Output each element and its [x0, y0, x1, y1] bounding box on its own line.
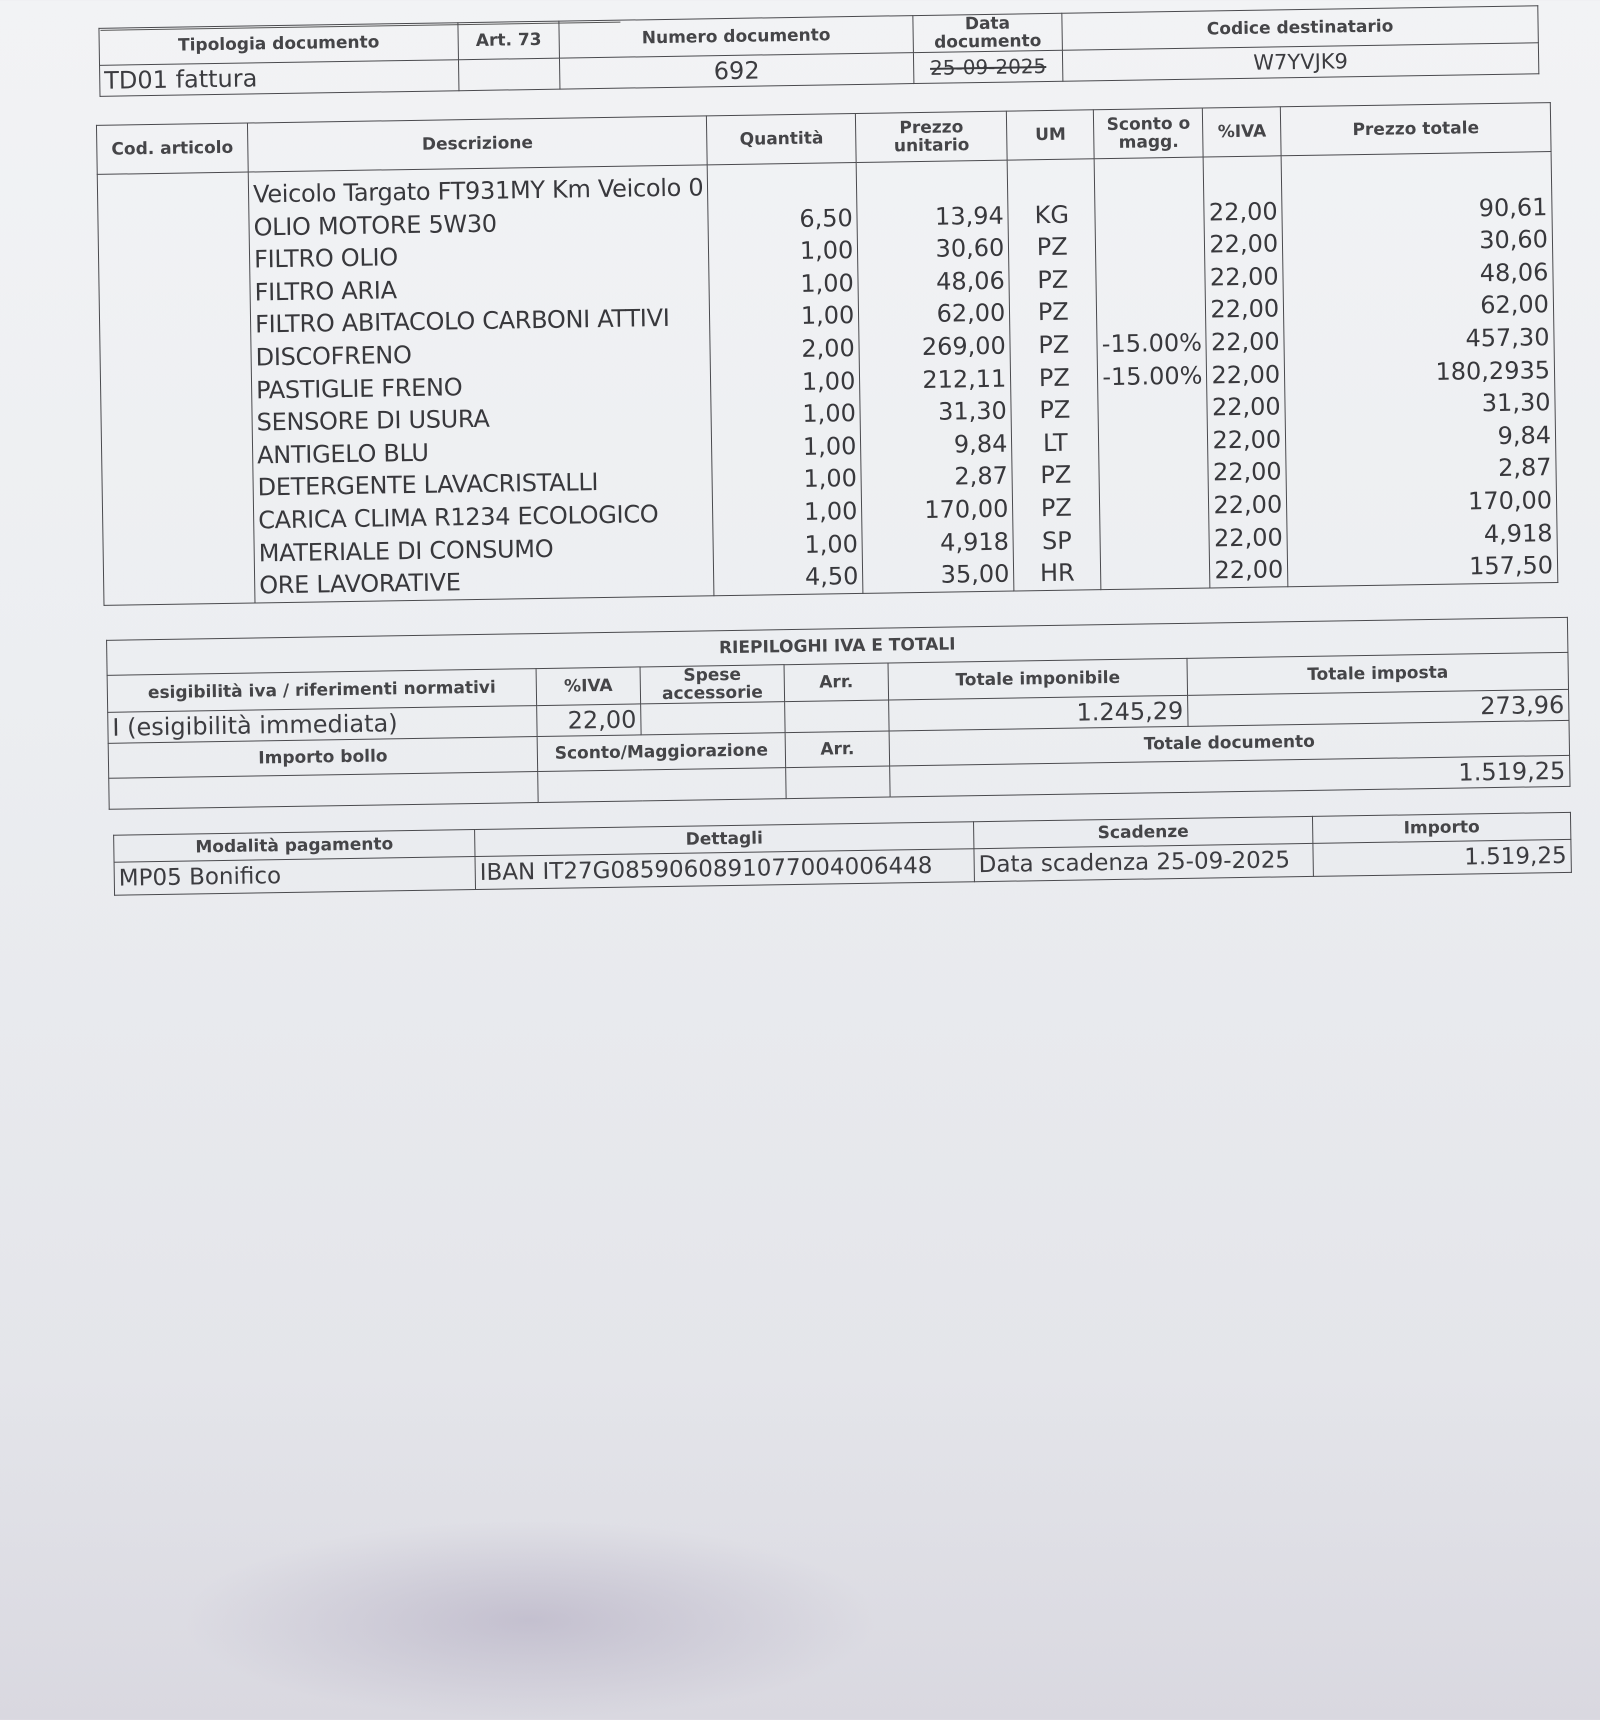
price-cell: 9,84 [953, 429, 1008, 459]
um-lines [1012, 165, 1097, 590]
price-cell: 48,06 [935, 266, 1006, 296]
price-cell: 2,87 [954, 461, 1009, 491]
desc-cell: ORE LAVORATIVE [258, 568, 461, 600]
total-cell: 4,918 [1483, 518, 1553, 548]
iva-cell: 22,00 [1211, 392, 1281, 422]
col-sconto-magg: Sconto/Maggiorazione [537, 733, 786, 772]
um-cell: PZ [1040, 460, 1072, 490]
qty-cell: 2,00 [801, 334, 856, 363]
iva-cell: 22,00 [1210, 294, 1280, 324]
iva-cell: 22,00 [1212, 457, 1282, 487]
col-arr2: Arr. [785, 731, 890, 768]
tipologia-value: TD01 fattura [100, 60, 459, 97]
total-lines [1286, 158, 1553, 586]
vat-summary-table [106, 617, 1570, 810]
um-cell: SP [1041, 526, 1072, 555]
esigibilita-value: I (esigibilità immediata) [108, 706, 537, 744]
scadenze-value: Data scadenza 25-09-2025 [974, 843, 1313, 881]
price-cell: 212,11 [922, 364, 1007, 394]
um-cell: PZ [1037, 265, 1069, 294]
photo-shadow [180, 1520, 880, 1720]
desc-cell: MATERIALE DI CONSUMO [258, 534, 554, 567]
col-imponibile: Totale imponibile [888, 658, 1188, 700]
desc-cell: FILTRO OLIO [253, 243, 399, 274]
desc-cell: FILTRO ABITACOLO CARBONI ATTIVI [254, 304, 670, 339]
col-iva: %IVA [1203, 107, 1281, 157]
col-tipologia: Tipologia documento [99, 23, 459, 66]
sconto-cell [1103, 424, 1204, 458]
col-codice: Codice destinatario [1062, 6, 1539, 50]
price-cell: 13,94 [934, 201, 1004, 231]
codice-value: W7YVJK9 [1062, 43, 1538, 81]
um-cell: PZ [1038, 363, 1070, 392]
items-table [96, 102, 1558, 606]
total-cell: 48,06 [1479, 257, 1549, 287]
col-numero: Numero documento [559, 16, 914, 59]
um-cell: PZ [1037, 298, 1069, 327]
qty-cell: 1,00 [801, 366, 856, 396]
um-cell: PZ [1040, 493, 1073, 523]
sconto-cell [1099, 164, 1200, 198]
um-cell: KG [1034, 200, 1070, 229]
qty-cell: 1,00 [802, 399, 857, 429]
desc-cell: FILTRO ARIA [254, 276, 397, 307]
desc-cell: SENSORE DI USURA [256, 404, 490, 437]
price-cell: 30,60 [935, 233, 1005, 263]
price-cell: 62,00 [936, 299, 1006, 329]
iva-cell: 22,00 [1208, 196, 1278, 227]
col-arr: Arr. [784, 663, 889, 702]
desc-cell: DISCOFRENO [255, 340, 412, 372]
iva-cell [1208, 162, 1277, 196]
um-cell: HR [1039, 558, 1075, 588]
col-prezzo-totale: Prezzo totale [1280, 103, 1551, 156]
sconto-cell [1104, 457, 1205, 491]
arr-value [785, 700, 889, 733]
data-value: 25-09-2025 [913, 50, 1062, 83]
sconto-lines [1099, 164, 1206, 589]
qty-cell: 1,00 [803, 496, 858, 526]
desc-cell: DETERGENTE LAVACRISTALLI [257, 468, 599, 502]
numero-value: 692 [559, 53, 913, 90]
sconto-cell [1105, 522, 1206, 556]
price-cell: 31,30 [937, 396, 1008, 426]
desc-cell: ANTIGELO BLU [256, 438, 429, 470]
price-cell [861, 167, 1003, 202]
col-importo: Importo [1312, 812, 1570, 843]
iva-cell: 22,00 [1211, 359, 1281, 389]
qty-cell: 1,00 [800, 301, 855, 331]
col-modalita: Modalità pagamento [114, 830, 475, 863]
um-cell: PZ [1036, 232, 1068, 262]
iva-cell: 22,00 [1209, 229, 1279, 259]
document-header-table [98, 5, 1539, 97]
sconto-magg-value [538, 768, 786, 803]
iva-cell: 22,00 [1213, 490, 1283, 520]
um-cell: PZ [1038, 330, 1070, 360]
totals-iva-value: 22,00 [537, 704, 641, 737]
um-cell: PZ [1039, 395, 1071, 425]
total-cell: 2,87 [1497, 453, 1552, 483]
sconto-cell: -15.00% [1102, 361, 1203, 391]
col-totals-iva: %IVA [536, 667, 641, 706]
sconto-cell [1101, 294, 1202, 328]
sconto-cell [1099, 196, 1200, 230]
qty-cell: 1,00 [803, 464, 858, 494]
col-spese: Spese accessorie [640, 665, 785, 704]
col-cod-articolo: Cod. articolo [96, 123, 248, 174]
total-cell [1286, 158, 1547, 195]
art73-value [458, 58, 559, 91]
iva-cell: 22,00 [1214, 555, 1284, 585]
col-imposta: Totale imposta [1187, 652, 1569, 695]
payment-table [113, 812, 1572, 896]
qty-cell: 6,50 [799, 203, 853, 233]
total-cell: 31,30 [1481, 388, 1551, 418]
col-um: UM [1007, 110, 1095, 160]
totals-title: RIEPILOGHI IVA E TOTALI [107, 617, 1568, 675]
sconto-cell: -15.00% [1101, 328, 1203, 359]
qty-cell: 1,00 [804, 529, 859, 559]
totale-documento-value: 1.519,25 [890, 755, 1570, 797]
desc-lines [253, 171, 710, 602]
price-cell: 170,00 [924, 494, 1009, 524]
desc-cell: Veicolo Targato FT931MY Km Veicolo 0 [252, 173, 704, 209]
arr2-value [786, 766, 890, 799]
iva-lines [1208, 162, 1283, 587]
sconto-cell [1101, 261, 1202, 295]
iva-cell: 22,00 [1213, 522, 1283, 552]
col-data: Data documento [913, 13, 1063, 52]
qty-lines [712, 169, 859, 595]
sconto-cell [1100, 229, 1201, 263]
qty-cell: 4,50 [804, 562, 859, 591]
col-totale-documento: Totale documento [889, 720, 1569, 766]
qty-cell: 1,00 [802, 431, 857, 461]
desc-cell: OLIO MOTORE 5W30 [253, 209, 497, 242]
qty-cell: 1,00 [799, 236, 854, 266]
desc-cell: PASTIGLIE FRENO [255, 372, 463, 404]
um-cell: LT [1042, 428, 1068, 457]
col-dettagli: Dettagli [475, 822, 974, 857]
imposta-value: 273,96 [1188, 689, 1569, 726]
sconto-cell [1103, 392, 1204, 426]
total-cell: 157,50 [1468, 551, 1554, 581]
bollo-value [109, 772, 538, 810]
col-scadenze: Scadenze [974, 816, 1313, 848]
price-cell: 35,00 [940, 559, 1010, 589]
total-cell: 170,00 [1467, 486, 1553, 516]
iva-cell: 22,00 [1212, 425, 1282, 455]
col-quantita: Quantità [707, 113, 857, 164]
col-esigibilita: esigibilità iva / riferimenti normativi [107, 669, 537, 713]
importo-value: 1.519,25 [1313, 839, 1571, 876]
imponibile-value: 1.245,29 [889, 695, 1188, 731]
col-prezzo-unitario: Prezzo unitario [856, 111, 1008, 162]
total-cell: 180,2935 [1435, 355, 1551, 386]
invoice-sheet [90, 0, 1600, 980]
spese-value [641, 702, 785, 735]
qty-cell: 1,00 [800, 268, 855, 298]
qty-cell [712, 169, 852, 204]
col-sconto: Sconto o magg. [1094, 108, 1204, 159]
col-bollo: Importo bollo [108, 737, 537, 779]
price-lines [861, 167, 1010, 593]
iva-cell: 22,00 [1209, 262, 1279, 292]
um-cell [1012, 165, 1091, 199]
total-cell: 30,60 [1479, 225, 1549, 255]
modalita-value: MP05 Bonifico [114, 857, 475, 896]
sconto-cell [1104, 489, 1205, 523]
total-cell: 457,30 [1465, 323, 1550, 353]
dettagli-value: IBAN IT27G0859060891077004006448 [475, 849, 974, 890]
total-cell: 9,84 [1497, 420, 1552, 450]
total-cell: 90,61 [1478, 192, 1548, 222]
price-cell: 4,918 [939, 527, 1010, 557]
col-art73: Art. 73 [458, 21, 560, 60]
col-descrizione: Descrizione [247, 116, 707, 172]
price-cell: 269,00 [921, 331, 1007, 361]
desc-cell: CARICA CLIMA R1234 ECOLOGICO [257, 500, 659, 535]
cod-cells [97, 172, 255, 605]
sconto-cell [1105, 555, 1206, 589]
total-cell: 62,00 [1480, 290, 1550, 320]
iva-cell: 22,00 [1210, 327, 1280, 357]
